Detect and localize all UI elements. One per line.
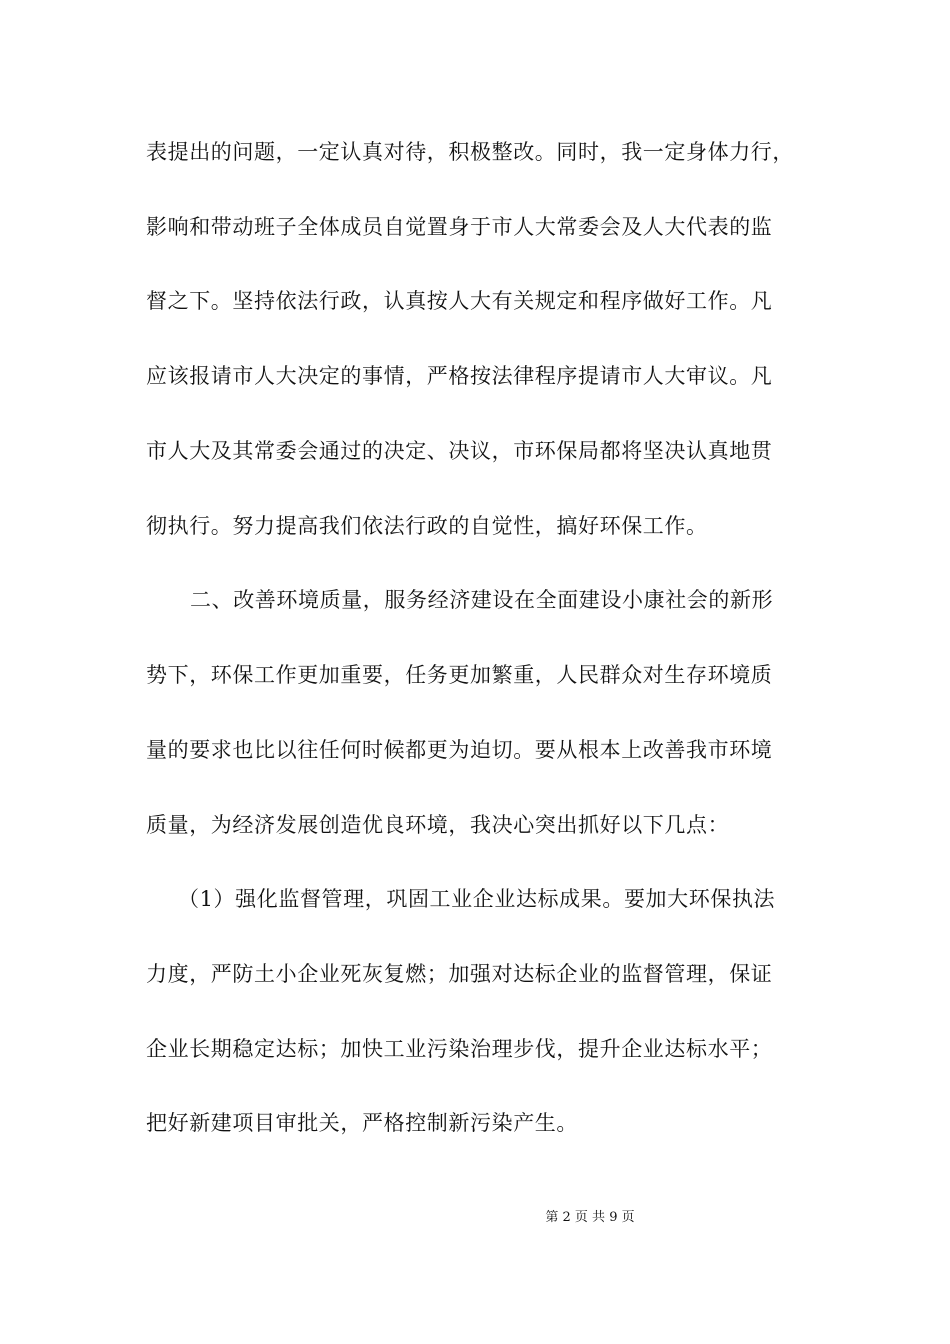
paragraph-line-1: 表提出的问题，一定认真对待，积极整改。同时，我一定身体力行， [146, 140, 794, 164]
paragraph-line-13: 企业长期稳定达标；加快工业污染治理步伐，提升企业达标水平； [146, 1037, 773, 1061]
paragraph-line-6: 彻执行。努力提高我们依法行政的自觉性，搞好环保工作。 [146, 514, 708, 538]
page-number-footer: 第 2 页 共 9 页 [545, 1210, 635, 1225]
paragraph-line-8: 势下，环保工作更加重要，任务更加繁重，人民群众对生存环境质 [146, 663, 773, 687]
paragraph-line-7: 二、改善环境质量，服务经济建设在全面建设小康社会的新形 [190, 588, 774, 612]
paragraph-line-12: 力度，严防土小企业死灰复燃；加强对达标企业的监督管理，保证 [146, 962, 773, 986]
paragraph-line-2: 影响和带动班子全体成员自觉置身于市人大常委会及人大代表的监 [146, 215, 773, 239]
paragraph-line-9: 量的要求也比以往任何时候都更为迫切。要从根本上改善我市环境 [146, 738, 773, 762]
paragraph-line-14: 把好新建项目审批关，严格控制新污染产生。 [146, 1111, 578, 1135]
paragraph-line-5: 市人大及其常委会通过的决定、决议，市环保局都将坚决认真地贯 [146, 439, 773, 463]
paragraph-line-4: 应该报请市人大决定的事情，严格按法律程序提请市人大审议。凡 [146, 364, 773, 388]
paragraph-line-11: （1）强化监督管理，巩固工业企业达标成果。要加大环保执法 [178, 887, 776, 911]
paragraph-line-3: 督之下。坚持依法行政，认真按人大有关规定和程序做好工作。凡 [146, 289, 773, 313]
paragraph-line-10: 质量，为经济发展创造优良环境，我决心突出抓好以下几点： [146, 813, 730, 837]
